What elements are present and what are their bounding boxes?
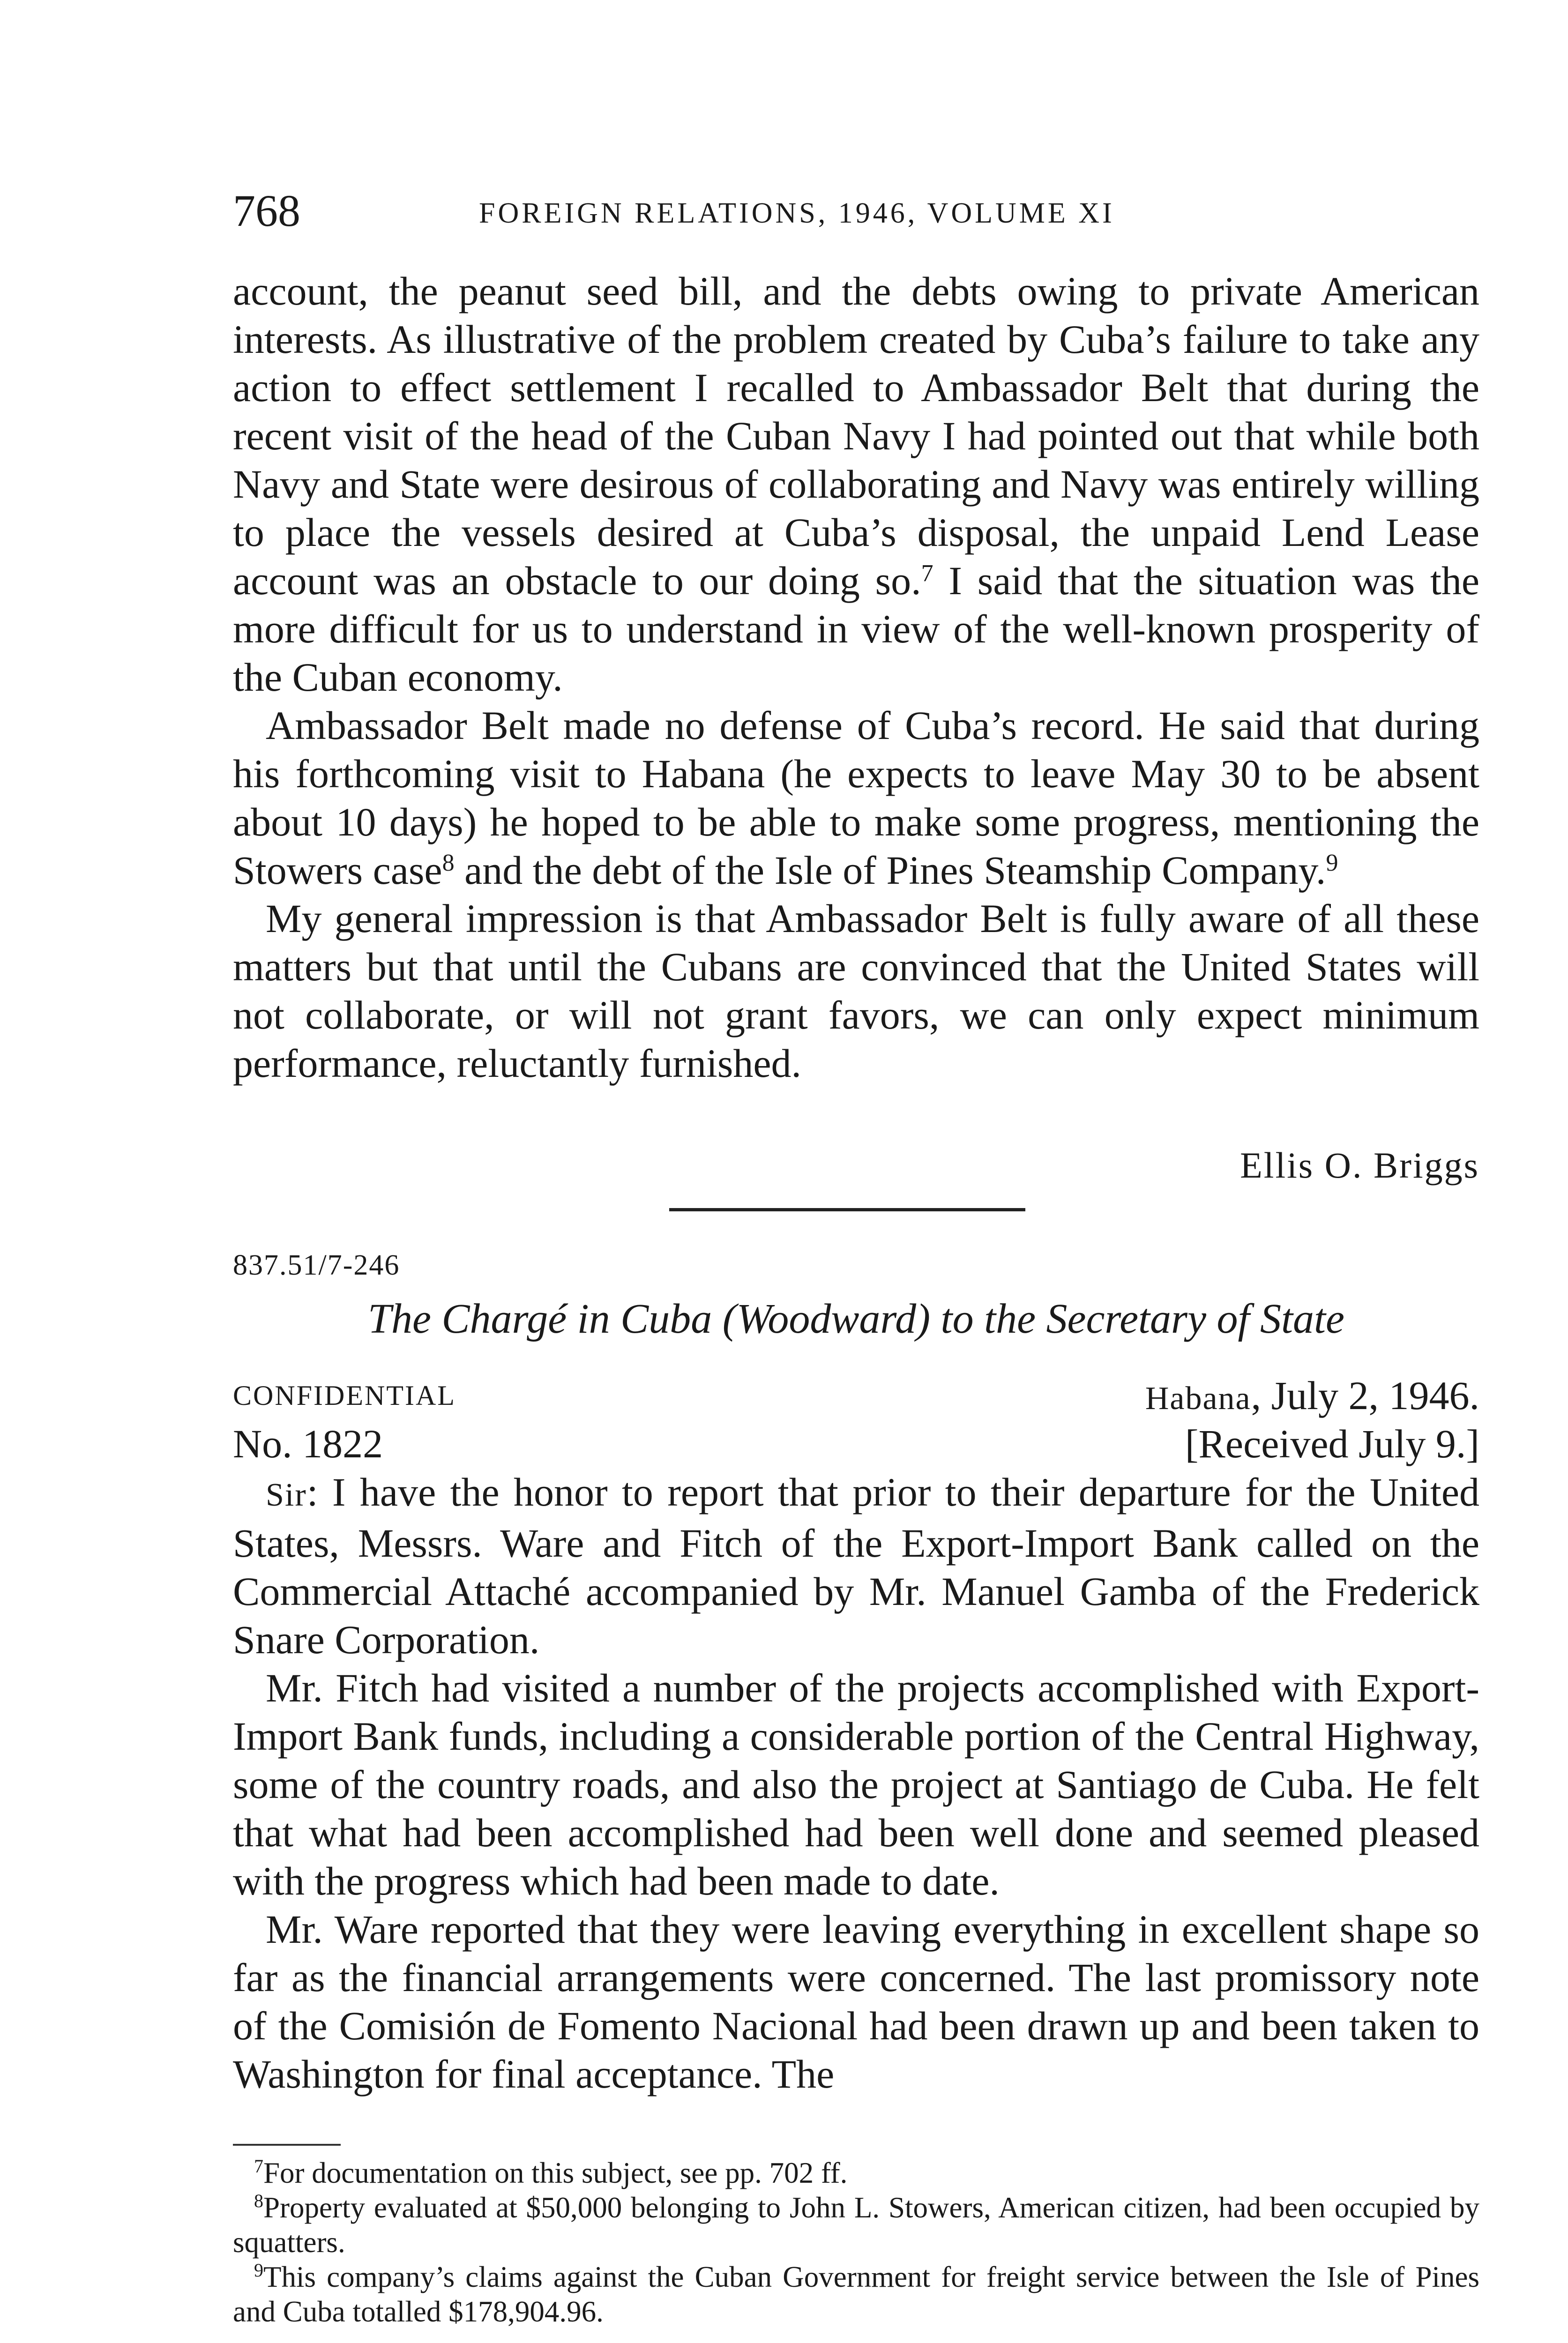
date: , July 2, 1946. — [1251, 1373, 1479, 1418]
document-title: The Chargé in Cuba (Woodward) to the Secretary of State — [368, 1296, 1344, 1342]
section-divider — [669, 1208, 1025, 1211]
place: Habana — [1145, 1380, 1251, 1417]
dateline-row — [233, 1372, 1479, 1420]
dateline — [1145, 1372, 1479, 1423]
footnote-ref: 7 — [921, 560, 933, 587]
footnote-ref: 8 — [442, 850, 455, 876]
footnote-ref: 9 — [1326, 850, 1338, 876]
page-header — [233, 185, 1479, 237]
footnote: $^7$For documentation on this subject, see pp. 702 ff. — [254, 2156, 848, 2189]
file-number: 837.51/7-246 — [233, 1249, 400, 1281]
running-head: FOREIGN RELATIONS, 1946, VOLUME XI — [479, 197, 1115, 229]
footnote-divider — [233, 2144, 341, 2146]
received-date: [Received July 9.] — [1185, 1421, 1479, 1466]
number-row — [233, 1420, 1479, 1468]
paragraph: Ambassador Belt made no defense of Cuba’s record. He said that during his forthcoming visit to Habana (he expects to leave May 30 to be absent about 10 days) he hoped to be able to make some progress, mentioning the Stowers case$^8$ and the debt of the Isle of Pines Steamship Company.$^9$ — [233, 703, 1479, 893]
document-number: No. 1822 — [233, 1421, 383, 1466]
page-number: 768 — [233, 186, 300, 236]
classification: CONFIDENTIAL — [233, 1380, 456, 1411]
letter-body-continued — [233, 267, 1479, 1088]
paragraph: My general impression is that Ambassador Belt is fully aware of all these matters but that until the Cubans are convinced that the United States will not collaborate, or will not grant favors, we can only expect minimum performance, reluctantly furnished. — [233, 896, 1479, 1086]
paragraph: Mr. Fitch had visited a number of the projects accomplished with Export-Import Bank funds, including a considerable portion of the Central Highway, some of the country roads, and also the project at Santiago de Cuba. He felt that what had been accomplished had been well done and seemed pleased with the progress which had been made to date. — [233, 1665, 1479, 1903]
footnotes — [233, 2156, 1479, 2329]
paragraph: account, the peanut seed bill, and the debts owing to private American interests. As illustrative of the problem created by Cuba’s failure to take any action to effect settlement I recalled to Ambassador Belt that during the recent visit of the head of the Cuban Navy I had pointed out that while both Navy and State were desirous of collaborating and Navy was entirely willing to place the vessels desired at Cuba’s disposal, the unpaid Lend Lease account was an obstacle to our doing so.$^7$ I said that the situation was the more difficult for us to understand in view of the well-known prosperity of the Cuban economy. — [233, 269, 1480, 700]
salutation: Sir — [266, 1477, 307, 1513]
letter-body — [233, 1468, 1479, 2098]
paragraph: Sir: I have the honor to report that prior to their departure for the United States, Messrs. Ware and Fitch of the Export-Import Bank called on the Commercial Attaché accompanied by Mr. Manuel Gamba of the Frederick Snare Corporation. — [233, 1470, 1479, 1662]
footnote: $^8$Property evaluated at $50,000 belonging to John L. Stowers, American citizen, had been occupied by squatters. — [233, 2190, 1479, 2259]
footnote: $^9$This company’s claims against the Cuban Government for freight service between the Isle of Pines and Cuba totalled $178,904.96. — [233, 2260, 1479, 2328]
signature: Ellis O. Briggs — [1240, 1145, 1479, 1186]
paragraph: Mr. Ware reported that they were leaving everything in excellent shape so far as the financial arrangements were concerned. The last promissory note of the Comisión de Fomento Nacional had been drawn up and been taken to Washington for final acceptance. The — [233, 1907, 1479, 2097]
